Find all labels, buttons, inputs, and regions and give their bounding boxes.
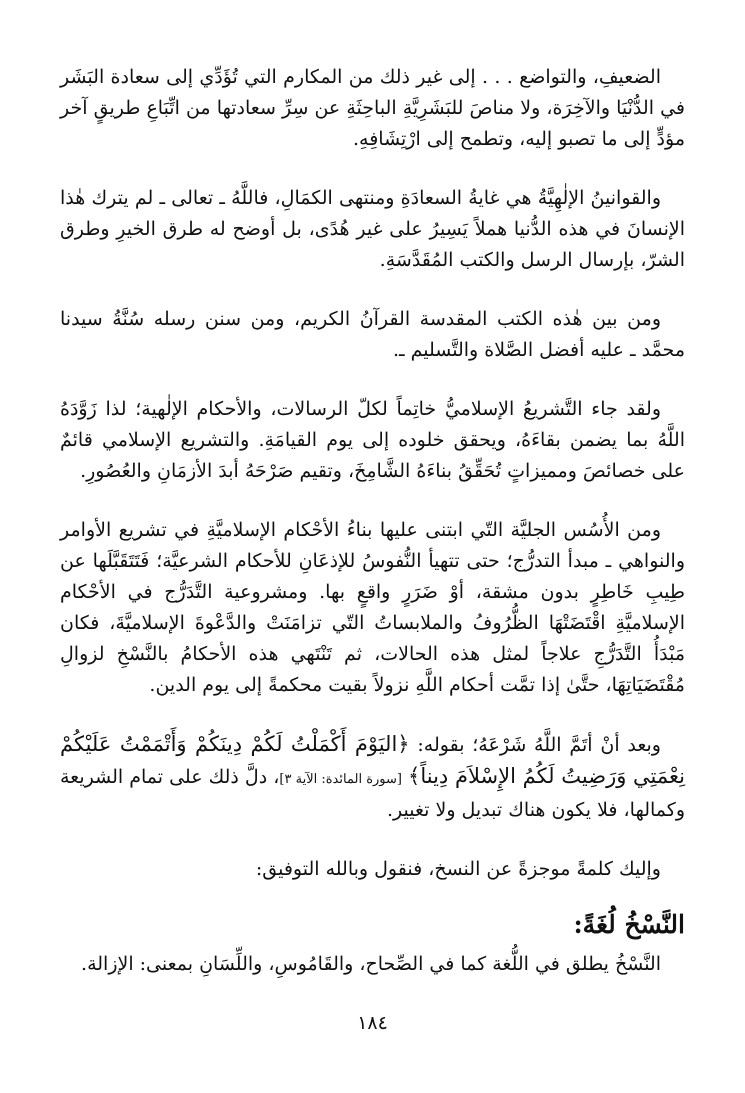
- paragraph-divine-laws: والقوانينُ الإلٰهِيَّةُ هي غايةُ السعادَةِ ومنتهى الكمَالِ، فاللَّهُ ـ تعالى ـ لم يترك هٰذا الإنسانَ في هذه الدُّنيا هملاً يَسِيرُ على غير هُدًى، بل أوضح له طرق الخيرِ وطرق الشرّ، بإرسال الرسل والكتب المُقَدَّسَةِ.: [60, 187, 685, 271]
- definition-paragraph: النَّسْخُ يطلق في اللُّغة كما في الصِّحاح، والقَامُوسِ، واللِّسَانِ بمعنى: الإزالة.: [81, 953, 661, 975]
- quran-intro-text: وبعد أنْ أتَمَّ اللَّهُ شَرْعَهُ؛ بقوله:: [417, 734, 661, 756]
- surah-citation: [سورة المائدة: الآية ٣]: [279, 772, 402, 787]
- page-number: ١٨٤: [357, 1012, 388, 1034]
- paragraph-holy-books: ومن بين هٰذه الكتب المقدسة القرآنُ الكريم، ومن سنن رسله سُنَّةُ سيدنا محمَّد ـ عليه أفضل الصَّلاة والتَّسليم ـ.: [60, 308, 685, 361]
- paragraph-gradualism: ومن الأُسُس الجليَّة التّي ابتنى عليها بناءُ الأحْكام الإسلاميَّةِ في تشريع الأوامر والنواهي ـ مبدأ التدرُّج؛ حتى تتهيأ النُّفوسُ للإذعَانِ للأحكام الشرعيَّة؛ فَتَتَقَبَّلَها عن طِيبِ خَاطِرٍ بدون مشقة، أوْ ضَرَرٍ واقعٍ بها. ومشروعية التَّدَرُّج في الأحْكام الإسلاميَّةِ اقْتَضَتْهَا الظُّرُوفُ والملابساتُ التّي تزامَنَتْ والدَّعْوةَ الإسلاميَّةَ، فكان مَبْدَأُ التَّدَرُّجِ علاجاً لمثل هذه الحالات، ثم تَنْتَهي هذه الأحكامُ بالنَّسْخِ لزوالِ مُقْتَضَيَاتِهَا، حتَّىٰ إذا تمَّت أحكام اللَّهِ نزولاً بقيت محكمةً إلى يوم الدين.: [60, 519, 685, 696]
- section-heading: النَّسْخُ لُغَةً:: [573, 910, 685, 939]
- paragraph-virtues: الضعيفِ، والتواضع . . . إلى غير ذلك من المكارم التي تُؤَدِّي إلى سعادة البَشَر في الدُّنْيَا والآخِرَة، ولا مناصَ للبَشَرِيَّةِ الباحِثَةِ عن سِرِّ سعادتها من اتِّبَاعِ طريقٍ آخر مؤدٍّ إلى ما تصبو إليه، وتطمح إلى ارْتِشَافِهِ.: [60, 66, 685, 150]
- quran-verse: ﴿اليَوْمَ أَكْمَلْتُ لَكُمْ دِينَكُمْ وَأَتْمَمْتُ عَلَيْكُمْ نِعْمَتِي وَرَضِيتُ لَكُمُ الإِسْلاَمَ دِيناً﴾: [60, 732, 685, 788]
- page-body: [60, 62, 685, 980]
- intro-line: وإليك كلمةً موجزةً عن النسخ، فنقول وبالله التوفيق:: [255, 858, 661, 880]
- quran-conclusion-text: ، دلَّ ذلك على تمام الشريعة وكمالها، فلا يكون هناك تبديل ولا تغيير.: [60, 766, 685, 821]
- paragraph-islamic-legislation: ولقد جاء التَّشريعُ الإسلاميُّ خاتِماً لكلّ الرسالات، والأحكام الإلٰهية؛ لذا زَوَّدَهُ اللَّهُ بما يضمن بقاءَهُ، ويحقق خلوده إلى يوم القيامَةِ. والتشريع الإسلامي قائمٌ على خصائصَ ومميزاتٍ تُحَقِّقُ بناءَهُ الشَّامِخَ، وتقيم صَرْحَهُ أبدَ الأزمَانِ والعُصُورِ.: [60, 398, 685, 482]
- paragraph-quran-verse: [60, 729, 685, 826]
